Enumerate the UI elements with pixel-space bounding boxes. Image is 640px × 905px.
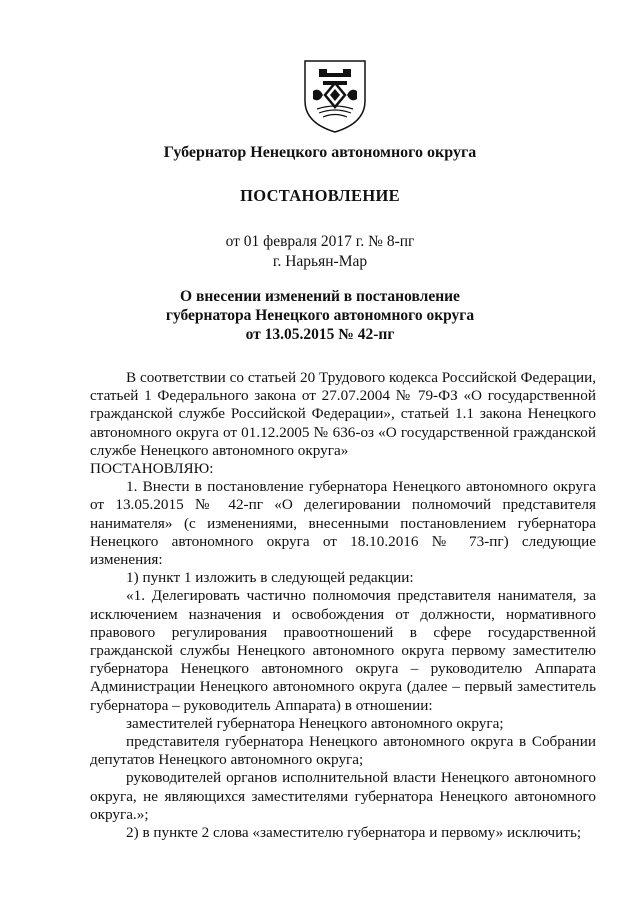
preamble-paragraph: В соответствии со статьей 20 Трудового кодекса Российской Федерации, статьей 1 Федерального закона от 27.07.2004 № 79-ФЗ «О государственной гражданской службе Российской Федерации», статьей 1.1 закона Ненецкого автономного округа от 01.12.2005 № 636-оз «О государственной гражданской службе Ненецкого автономного округа» (90, 369, 596, 459)
subject-line-3: от 13.05.2015 № 42-пг (245, 326, 395, 343)
document-body (90, 369, 596, 842)
subject-line-1: О внесении изменений в постановление (180, 288, 460, 305)
item-1-paragraph: 1. Внести в постановление губернатора Ненецкого автономного округа от 13.05.2015 № 42-пг «О делегировании полномочий представителя нанимателя» (с изменениями, внесенными постановлением губернатора Ненецкого автономного округа от 18.10.2016 № 73-пг) следующие изменения: (90, 478, 596, 569)
subject-line-2: губернатора Ненецкого автономного округа (165, 307, 475, 324)
decree-word: ПОСТАНОВЛЯЮ: (90, 460, 214, 478)
document-type: ПОСТАНОВЛЕНИЕ (240, 186, 400, 205)
list-item-executive-heads: руководителей органов исполнительной власти Ненецкого автономного округа, не являющихся заместителями губернатора Ненецкого автономного округа.»; (90, 769, 596, 823)
issuing-authority: Губернатор Ненецкого автономного округа (163, 144, 477, 161)
date-and-number: от 01 февраля 2017 г. № 8-пг (225, 233, 415, 250)
list-item-representative: представителя губернатора Ненецкого автономного округа в Собрании депутатов Ненецкого автономного округа; (90, 733, 596, 769)
coat-of-arms-emblem (301, 57, 369, 135)
list-item-deputies: заместителей губернатора Ненецкого автономного округа; (126, 714, 504, 732)
subitem-1-paragraph: 1) пункт 1 изложить в следующей редакции: (126, 569, 414, 587)
quoted-clause-paragraph: «1. Делегировать частично полномочия представителя нанимателя, за исключением назначения и освобождения от должности, нормативного правового регулирования правоотношений в сфере государственной гражданской службы Ненецкого автономного округа первому заместителю губернатора Ненецкого автономного округа – руководителю Аппарата Администрации Ненецкого автономного округа (далее – первый заместитель губернатора – руководитель Аппарата) в отношении: (90, 587, 596, 714)
place-of-issue: г. Нарьян-Мар (272, 253, 368, 270)
subitem-2-paragraph: 2) в пункте 2 слова «заместителю губернатора и первому» исключить; (126, 824, 582, 842)
